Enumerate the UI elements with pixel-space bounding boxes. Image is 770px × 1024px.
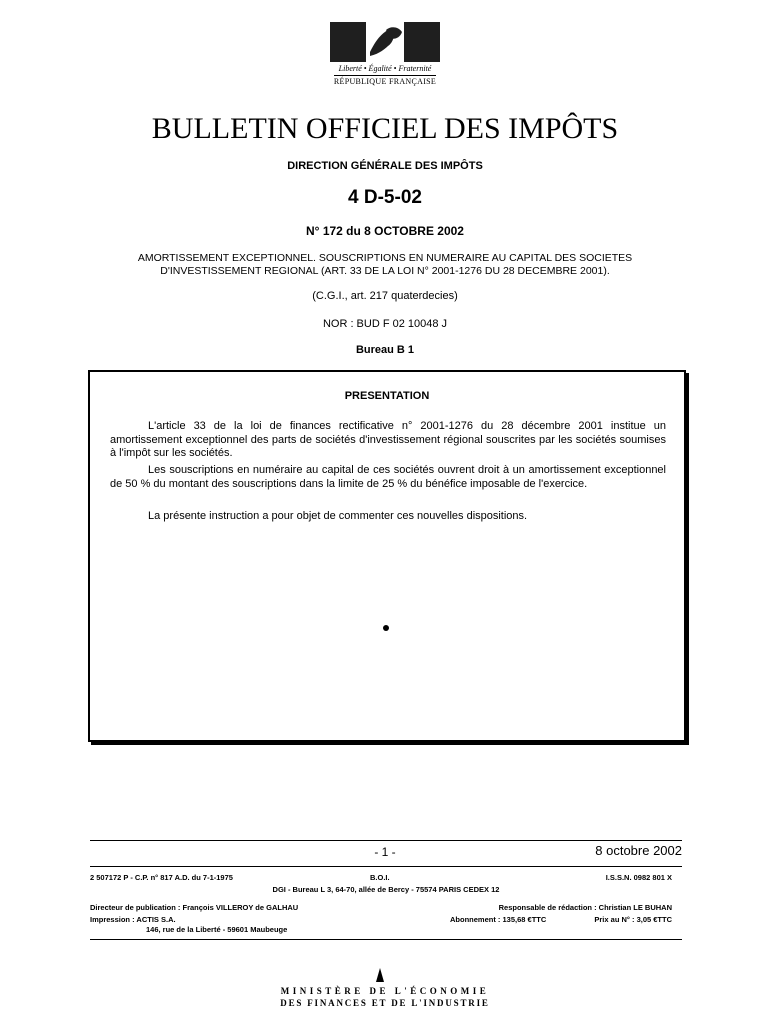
- bullet-dot: [383, 625, 389, 631]
- presentation-box: [88, 370, 686, 742]
- imprint-subscription: Abonnement : 135,68 €TTC: [450, 915, 547, 924]
- ministry-line-2: DES FINANCES ET DE L'INDUSTRIE: [280, 998, 490, 1008]
- footer-divider: [90, 840, 682, 841]
- page-number: - 1 -: [374, 845, 396, 859]
- imprint-boi: B.O.I.: [370, 873, 390, 882]
- imprint-price: Prix au N° : 3,05 €TTC: [594, 915, 672, 924]
- presentation-paragraph-1: L'article 33 de la loi de finances rectificative n° 2001-1276 du 28 décembre 2001 institue un amortissement exceptionnel des parts de sociétés d'investissement régional souscrites par les sociétés soumises à l'impôt sur les sociétés.: [110, 420, 666, 459]
- bureau-label: Bureau B 1: [355, 344, 415, 356]
- cgi-reference: (C.G.I., art. 217 quaterdecies): [312, 290, 458, 302]
- imprint-director: Directeur de publication : François VILLEROY de GALHAU: [90, 903, 299, 912]
- direction-heading: DIRECTION GÉNÉRALE DES IMPÔTS: [287, 160, 483, 172]
- footer-date: 8 octobre 2002: [595, 843, 682, 858]
- logo-motto: Liberté • Égalité • Fraternité: [338, 64, 432, 73]
- marianne-emblem-icon: [330, 22, 440, 62]
- subject-line-1: AMORTISSEMENT EXCEPTIONNEL. SOUSCRIPTIONS EN NUMERAIRE AU CAPITAL DES SOCIETES: [137, 252, 633, 264]
- ministry-triangle-icon: [376, 968, 384, 982]
- logo-divider: [334, 75, 436, 76]
- presentation-paragraph-3: La présente instruction a pour objet de commenter ces nouvelles dispositions.: [148, 510, 528, 522]
- imprint-editor: Responsable de rédaction : Christian LE BUHAN: [498, 903, 672, 912]
- issue-date: N° 172 du 8 OCTOBRE 2002: [306, 224, 464, 238]
- presentation-title: PRESENTATION: [344, 390, 430, 402]
- presentation-paragraph-2: Les souscriptions en numéraire au capital de ces sociétés ouvrent droit à un amortissement exceptionnel de 50 % du montant des souscriptions dans la limite de 25 % du bénéfice imposable de l'exercice.: [110, 464, 666, 490]
- nor-reference: NOR : BUD F 02 10048 J: [322, 318, 448, 330]
- ministry-name: [0, 986, 770, 1008]
- republic-logo: [330, 22, 440, 84]
- logo-republic-text: RÉPUBLIQUE FRANÇAISE: [333, 77, 437, 86]
- imprint-cp: 2 507172 P - C.P. n° 817 A.D. du 7-1-1975: [90, 873, 233, 882]
- imprint-printer: Impression : ACTIS S.A.: [90, 915, 176, 924]
- ministry-line-1: MINISTÈRE DE L'ÉCONOMIE: [280, 986, 490, 996]
- subject-line-2: D'INVESTISSEMENT REGIONAL (ART. 33 DE LA LOI N° 2001-1276 DU 28 DECEMBRE 2001).: [160, 265, 610, 277]
- bulletin-number: 4 D-5-02: [348, 187, 422, 208]
- imprint-block: [90, 866, 682, 940]
- subject-heading: [0, 252, 770, 278]
- imprint-issn: I.S.S.N. 0982 801 X: [605, 873, 672, 882]
- imprint-address: DGI - Bureau L 3, 64-70, allée de Bercy - 75574 PARIS CEDEX 12: [272, 885, 500, 894]
- document-title: BULLETIN OFFICIEL DES IMPÔTS: [151, 112, 619, 145]
- imprint-printer-address: 146, rue de la Liberté - 59601 Maubeuge: [146, 925, 288, 934]
